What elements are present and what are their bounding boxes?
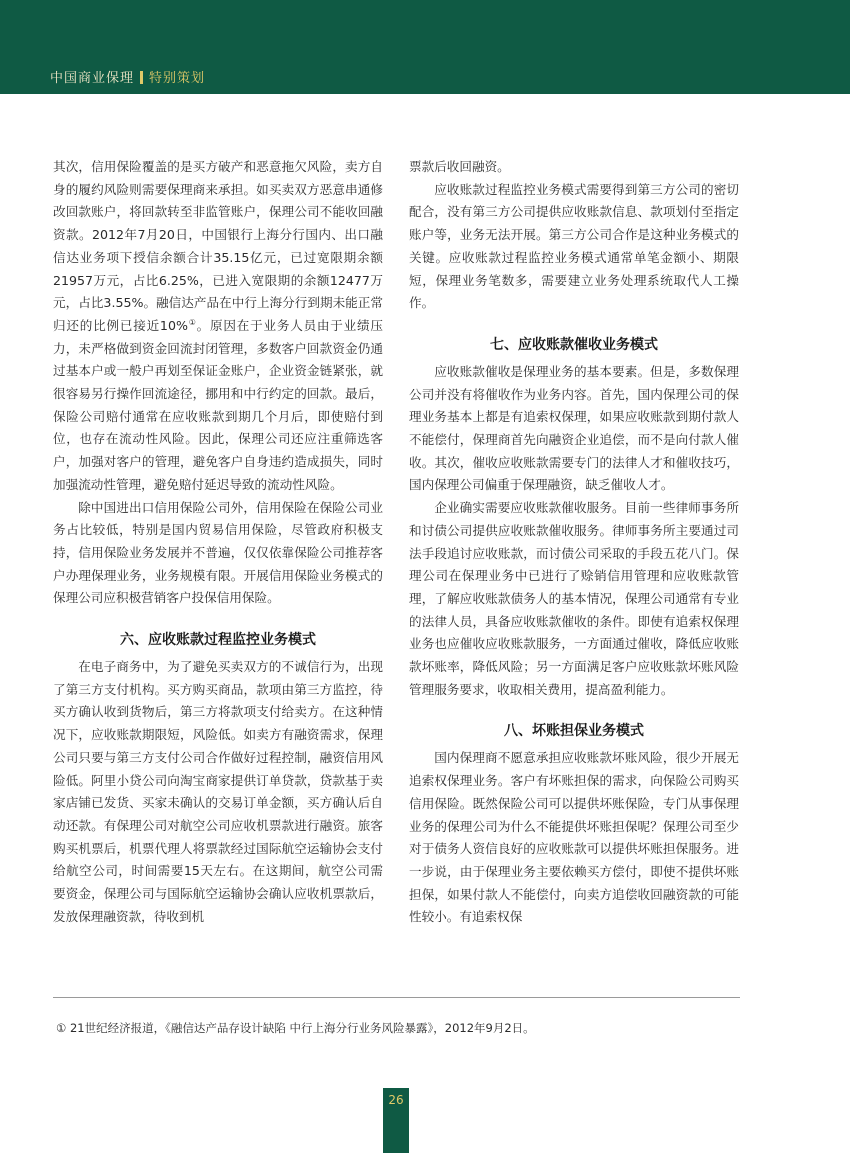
footnote-marker: ① — [187, 317, 197, 327]
paragraph: 企业确实需要应收账款催收服务。目前一些律师事务所和讨债公司提供应收账款催收服务。律师事务所主要通过司法手段追讨应收账款，而讨债公司采取的手段五花八门。保理公司在保理业务中已进行了赊销信用管理和应收账款管理，了解应收账款债务人的基本情况，保理公司通常有专业的法律人员，具备应收账款催收的条件。即使有追索权保理业务也应催收应收账款服务，一方面通过催收，降低应收账款坏账率，降低风险；另一方面满足客户应收账款坏账风险管理服务要求，收取相关费用，提高盈利能力。 — [409, 500, 739, 697]
page-header — [0, 0, 850, 94]
paragraph: 票款后收回融资。 — [409, 159, 510, 174]
paragraph: 除中国进出口信用保险公司外，信用保险在保险公司业务占比较低，特别是国内贸易信用保险，尽管政府积极支持，信用保险业务发展并不普遍，仅仅依靠保险公司推荐客户办理保理业务，业务规模有限。开展信用保险业务模式的保理公司应积极营销客户投保信用保险。 — [53, 499, 383, 606]
page-number: 26 — [388, 1093, 404, 1107]
paragraph-text: 。原因在于业务人员由于业绩压力，未严格做到资金回流封闭管理，多数客户回款资金仍通过基本户或一般户再划至保证金账户，企业资金链紧张，就很容易另行操作回流途径，挪用和中行约定的回款。最后，保险公司赔付通常在应收账款到期几个月后，即使赔付到位，也存在流动性风险。因此，保理公司还应注重筛选客户，加强对客户的管理，避免客户自身违约造成损失，同时加强流动性管理，避免赔付延迟导致的流动性风险。 — [53, 317, 383, 492]
section-heading-8: 八、坏账担保业务模式 — [504, 723, 644, 740]
paragraph: 应收账款催收是保理业务的基本要素。但是，多数保理公司并没有将催收作为业务内容。首先，国内保理公司的保理业务基本上都是有追索权保理，如果应收账款到期付款人不能偿付，保理商首先向融资企业追偿，而不是向付款人催收。其次，催收应收账款需要专门的法律人才和催收技巧，国内保理公司偏重于保理融资，缺乏催收人才。 — [409, 363, 739, 493]
left-column — [53, 156, 383, 929]
footnote: ① 21世纪经济报道，《融信达产品存设计缺陷 中行上海分行业务风险暴露》，2012年9月2日。 — [56, 1021, 535, 1035]
section-heading-6: 六、应收账款过程监控业务模式 — [120, 632, 316, 649]
paragraph: 国内保理商不愿意承担应收账款坏账风险，很少开展无追索权保理业务。客户有坏账担保的需求，向保险公司购买信用保险。既然保险公司可以提供坏账保险，专门从事保理业务的保理公司为什么不能提供坏账担保呢？保理公司至少对于债务人资信良好的应收账款可以提供坏账担保服务。进一步说，由于保理业务主要依赖买方偿付，即使不提供坏账担保，如果付款人不能偿付，向卖方追偿收回融资款的可能性较小。有追索权保 — [409, 750, 739, 925]
paragraph: 应收账款过程监控业务模式需要得到第三方公司的密切配合，没有第三方公司提供应收账款信息、款项划付至指定账户等，业务无法开展。第三方公司合作是这种业务模式的关键。应收账款过程监控业务模式通常单笔金额小、期限短，保理业务笔数多，需要建立业务处理系统取代人工操作。 — [409, 181, 739, 311]
paragraph-text: 其次，信用保险覆盖的是买方破产和恶意拖欠风险，卖方自身的履约风险则需要保理商来承担。如买卖双方恶意串通修改回款账户，将回款转至非监管账户，保理公司不能收回融资款。2012年7月20日，中国银行上海分行国内、出口融信达业务项下授信余额合计35.15亿元，已过宽限期余额21957万元，占比6.25%，已进入宽限期的余额12477万元，占比3.55%。融信达产品在中行上海分行到期未能正常归还的比例已接近10% — [53, 159, 383, 333]
footnote-divider — [53, 997, 740, 998]
section-name: 特别策划 — [149, 71, 206, 86]
running-title — [50, 67, 205, 86]
journal-name: 中国商业保理 — [50, 71, 135, 86]
paragraph: 在电子商务中，为了避免买卖双方的不诚信行为，出现了第三方支付机构。买方购买商品，款项由第三方监控，待买方确认收到货物后，第三方将款项支付给卖方。在这种情况下，应收账款期限短，风险低。如卖方有融资需求，保理公司只要与第三方支付公司合作做好过程控制，融资信用风险低。阿里小贷公司向淘宝商家提供订单贷款，贷款基于卖家店铺已发货、买家未确认的交易订单金额，买方确认后自动还款。有保理公司对航空公司应收机票款进行融资。旅客购买机票后，机票代理人将票款经过国际航空运输协会支付给航空公司，时间需要15天左右。在这期间，航空公司需要资金，保理公司与国际航空运输协会确认应收机票款后，发放保理融资款，待收到机 — [53, 659, 383, 924]
paragraph — [53, 156, 383, 497]
section-heading-7: 七、应收账款催收业务模式 — [490, 336, 658, 353]
title-separator — [140, 71, 143, 84]
right-column — [409, 156, 739, 929]
